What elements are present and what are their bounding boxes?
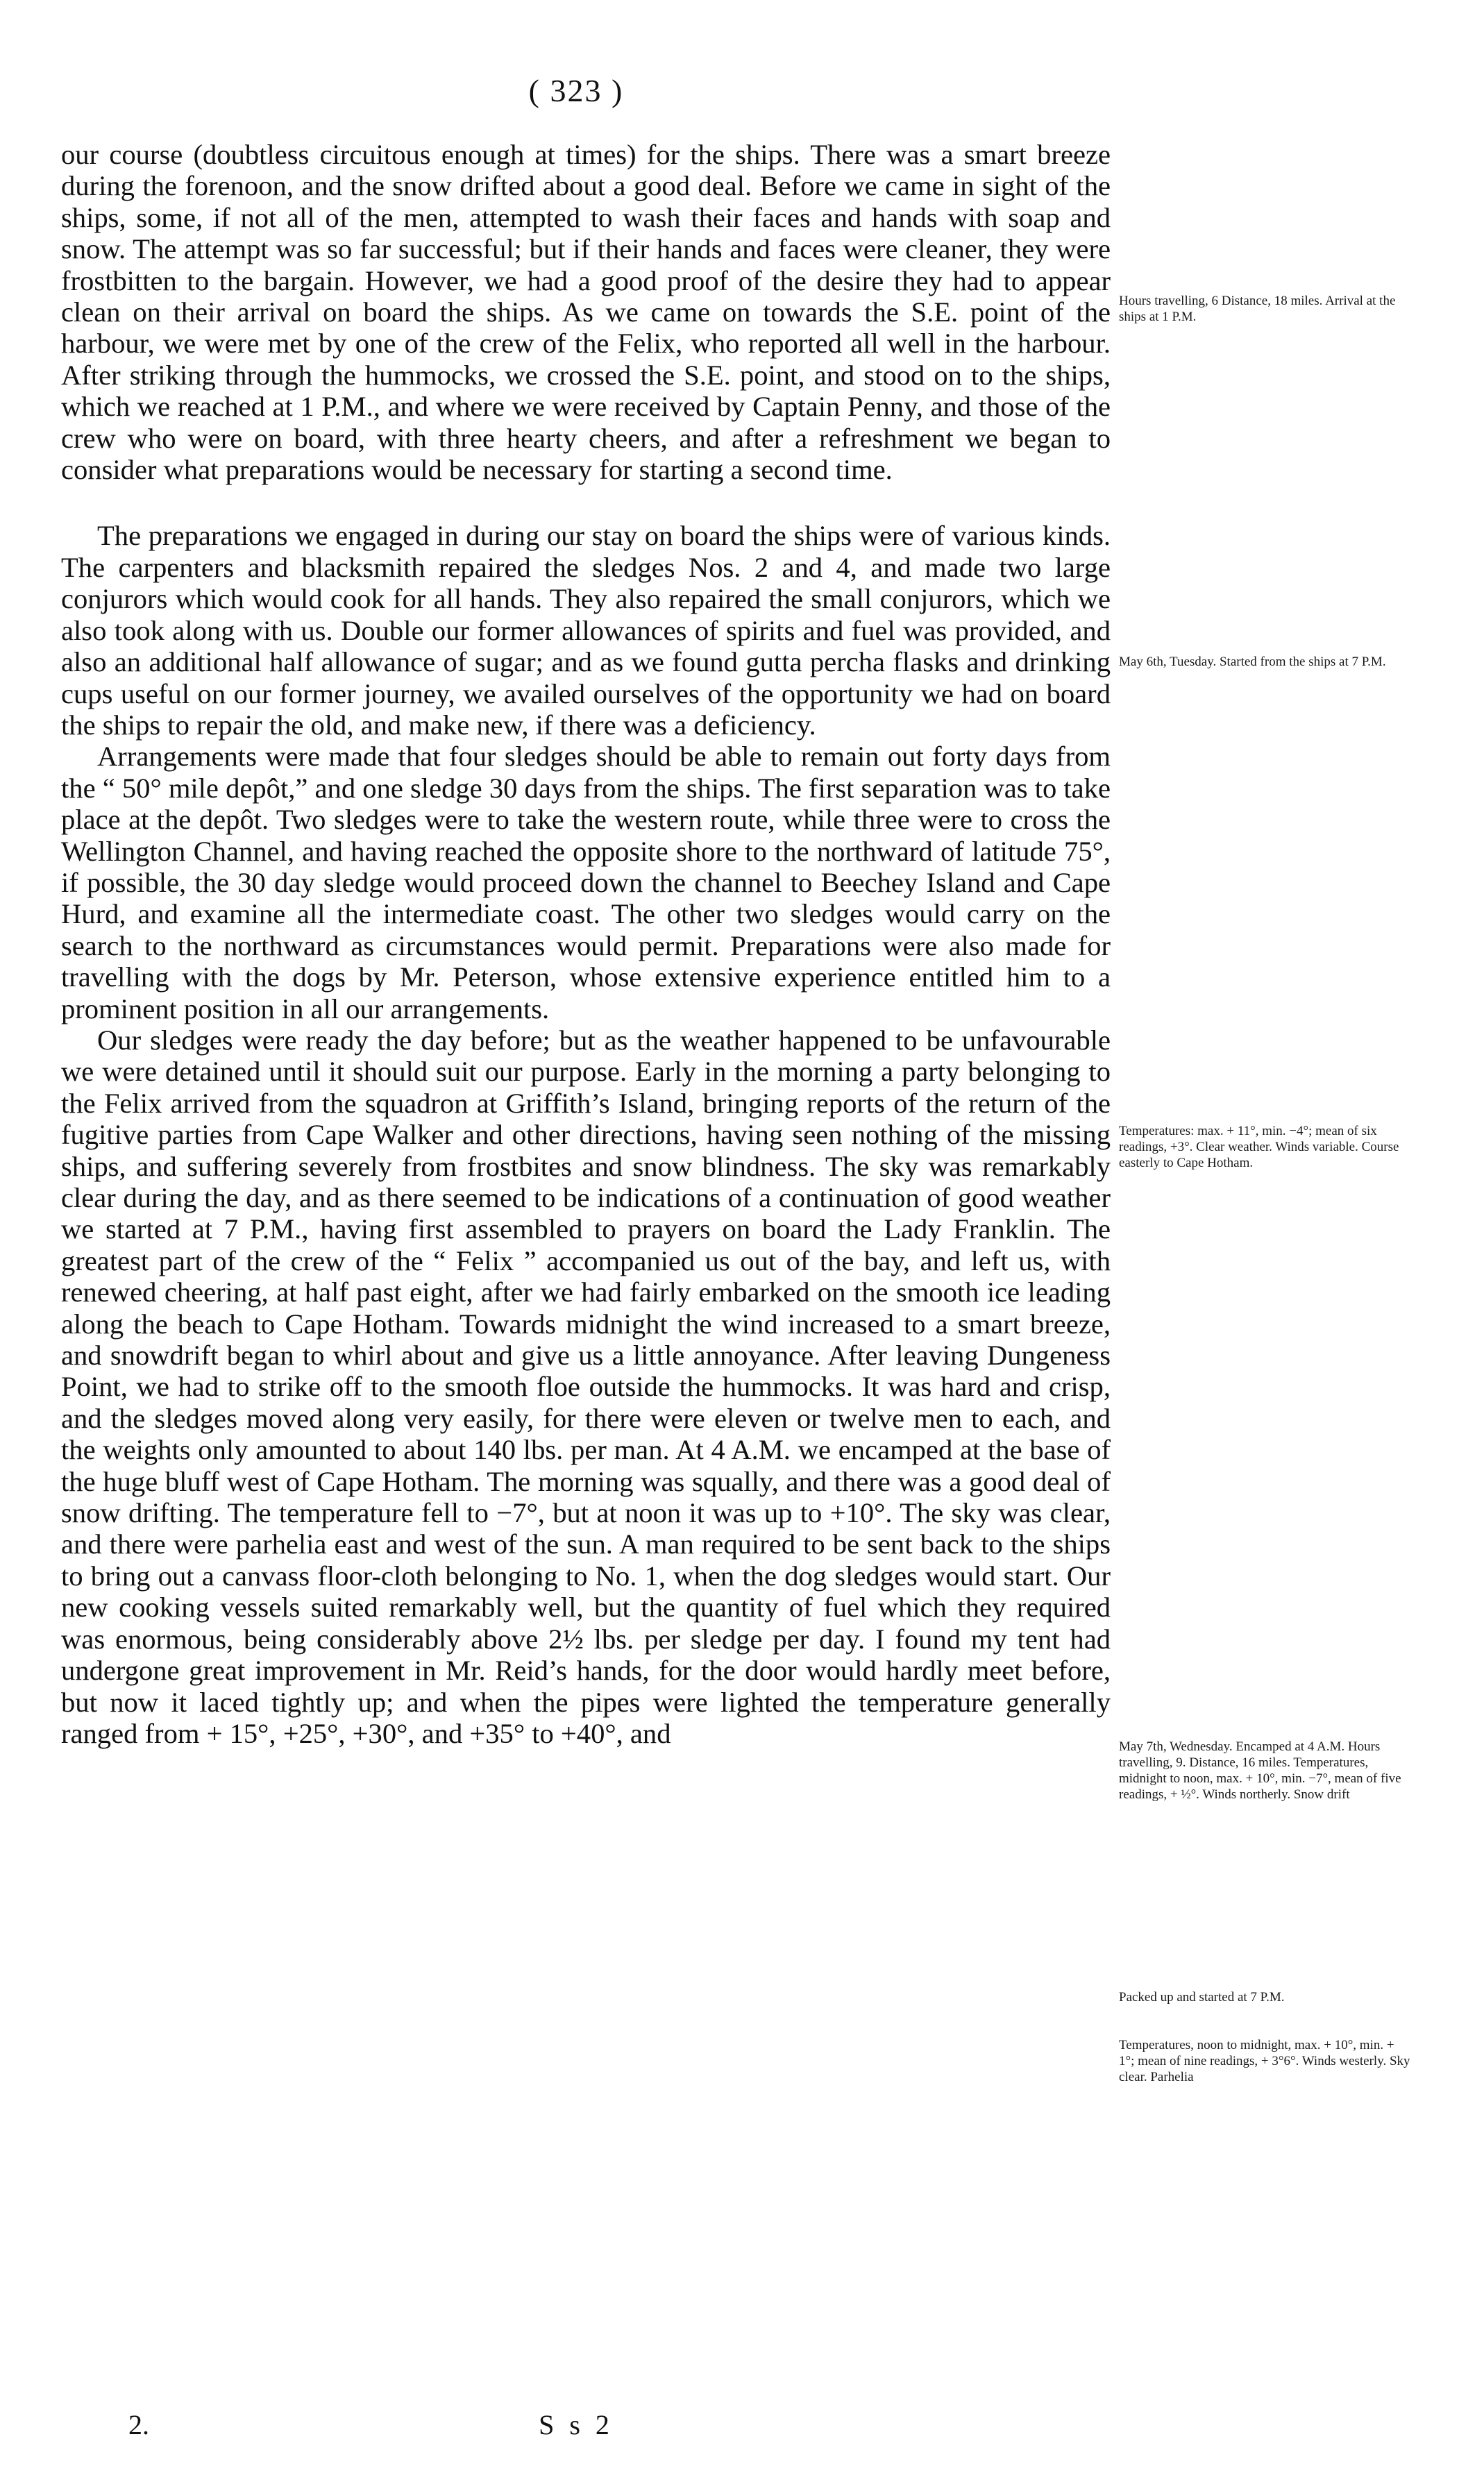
margin-note-temperatures-may-6th: Temperatures: max. + 11°, min. −4°; mean of six readings, +3°. Clear weather. Winds variable. Course easterly to Cape Hotham.: [1119, 1124, 1399, 1170]
margin-note-arrival: Hours travelling, 6 Distance, 18 miles. Arrival at the ships at 1 P.M.: [1119, 294, 1396, 324]
margin-note-may-6th: May 6th, Tuesday. Started from the ships at 7 P.M.: [1119, 655, 1386, 669]
paragraph: The preparations we engaged in during our stay on board the ships were of various kinds. The carpenters and blacksmith repaired the sledges Nos. 2 and 4, and made two large conjurors which would cook for all hands. They also repaired the small conjurors, which we also took along with us. Double our former allowances of spirits and fuel was provided, and also an additional half allowance of sugar; and as we found gutta percha flasks and drinking cups useful on our former journey, we availed ourselves of the opportunity we had on board the ships to repair the old, and make new, if there was a deficiency.: [61, 520, 1111, 741]
paragraph: Our sledges were ready the day before; but as the weather happened to be unfavourable we were detained until it should suit our purpose. Early in the morning a party belonging to the Felix arrived from the squadron at Griffith’s Island, bringing reports of the return of the fugitive parties from Cape Walker and other directions, having seen nothing of the missing ships, and suffering severely from frostbites and snow blindness. The sky was remarkably clear during the day, and as there seemed to be indications of a continuation of good weather we started at 7 P.M., having first assembled to prayers on board the Lady Franklin. The greatest part of the crew of the “ Felix ” accompanied us out of the bay, and left us, with renewed cheering, at half past eight, after we had fairly embarked on the smooth ice leading along the beach to Cape Hotham. Towards midnight the wind increased to a smart breeze, and snowdrift began to whirl about and give us a little annoyance. After leaving Dungeness Point, we had to strike off to the smooth floe outside the hummocks. It was hard and crisp, and the sledges moved along very easily, for there were eleven or twelve men to each, and the weights only amounted to about 140 lbs. per man. At 4 A.M. we encamped at the base of the huge bluff west of Cape Hotham. The morning was squally, and there was a good deal of snow drifting. The temperature fell to −7°, but at noon it was up to +10°. The sky was clear, and there were parhelia east and west of the sun. A man required to be sent back to the ships to bring out a canvass floor-cloth belonging to No. 1, when the dog sledges would start. Our new cooking vessels suited remarkably well, but the quantity of fuel which they required was enormous, being considerably above 2½ lbs. per sledge per day. I found my tent had undergone great improvement in Mr. Reid’s hands, for the door would hardly meet before, but now it laced tightly up; and when the pipes were lighted the temperature generally ranged from + 15°, +25°, +30°, and +35° to +40°, and: [61, 1024, 1111, 1749]
signature-mark: 2.: [128, 2409, 149, 2440]
margin-note-temperatures-may-7th: Temperatures, noon to midnight, max. + 10°, min. + 1°; mean of nine readings, + 3°6°. Winds westerly. Sky clear. Parhelia: [1119, 2038, 1410, 2084]
sheet-mark: S s 2: [539, 2409, 614, 2440]
page-number: ( 323 ): [528, 73, 624, 108]
margin-note-may-7th: May 7th, Wednesday. Encamped at 4 A.M. Hours travelling, 9. Distance, 16 miles. Temperatures, midnight to noon, max. + 10°, min. −7°, mean of five readings, + ½°. Winds northerly. Snow drift: [1119, 1739, 1401, 1802]
paragraph: Arrangements were made that four sledges should be able to remain out forty days from the “ 50° mile depôt,” and one sledge 30 days from the ships. The first separation was to take place at the depôt. Two sledges were to take the western route, while three were to cross the Wellington Channel, and having reached the opposite shore to the northward of latitude 75°, if possible, the 30 day sledge would proceed down the channel to Beechey Island and Cape Hurd, and examine all the intermediate coast. The other two sledges would carry on the search to the northward as circumstances would permit. Preparations were also made for travelling with the dogs by Mr. Peterson, whose extensive experience entitled him to a prominent position in all our arrangements.: [61, 741, 1111, 1024]
margin-note-packed-up: Packed up and started at 7 P.M.: [1119, 1990, 1285, 2005]
paragraph: our course (doubtless circuitous enough at times) for the ships. There was a smart breeze during the forenoon, and the snow drifted about a good deal. Before we came in sight of the ships, some, if not all of the men, attempted to wash their faces and hands with soap and snow. The attempt was so far successful; but if their hands and faces were cleaner, they were frostbitten to the bargain. However, we had a good proof of the desire they had to appear clean on their arrival on board the ships. As we came on towards the S.E. point of the harbour, we were met by one of the crew of the Felix, who reported all well in the harbour. After striking through the hummocks, we crossed the S.E. point, and stood on to the ships, which we reached at 1 P.M., and where we were received by Captain Penny, and those of the crew who were on board, with three hearty cheers, and after a refreshment we began to consider what preparations would be necessary for starting a second time.: [61, 139, 1111, 486]
main-text: [61, 139, 1111, 1749]
